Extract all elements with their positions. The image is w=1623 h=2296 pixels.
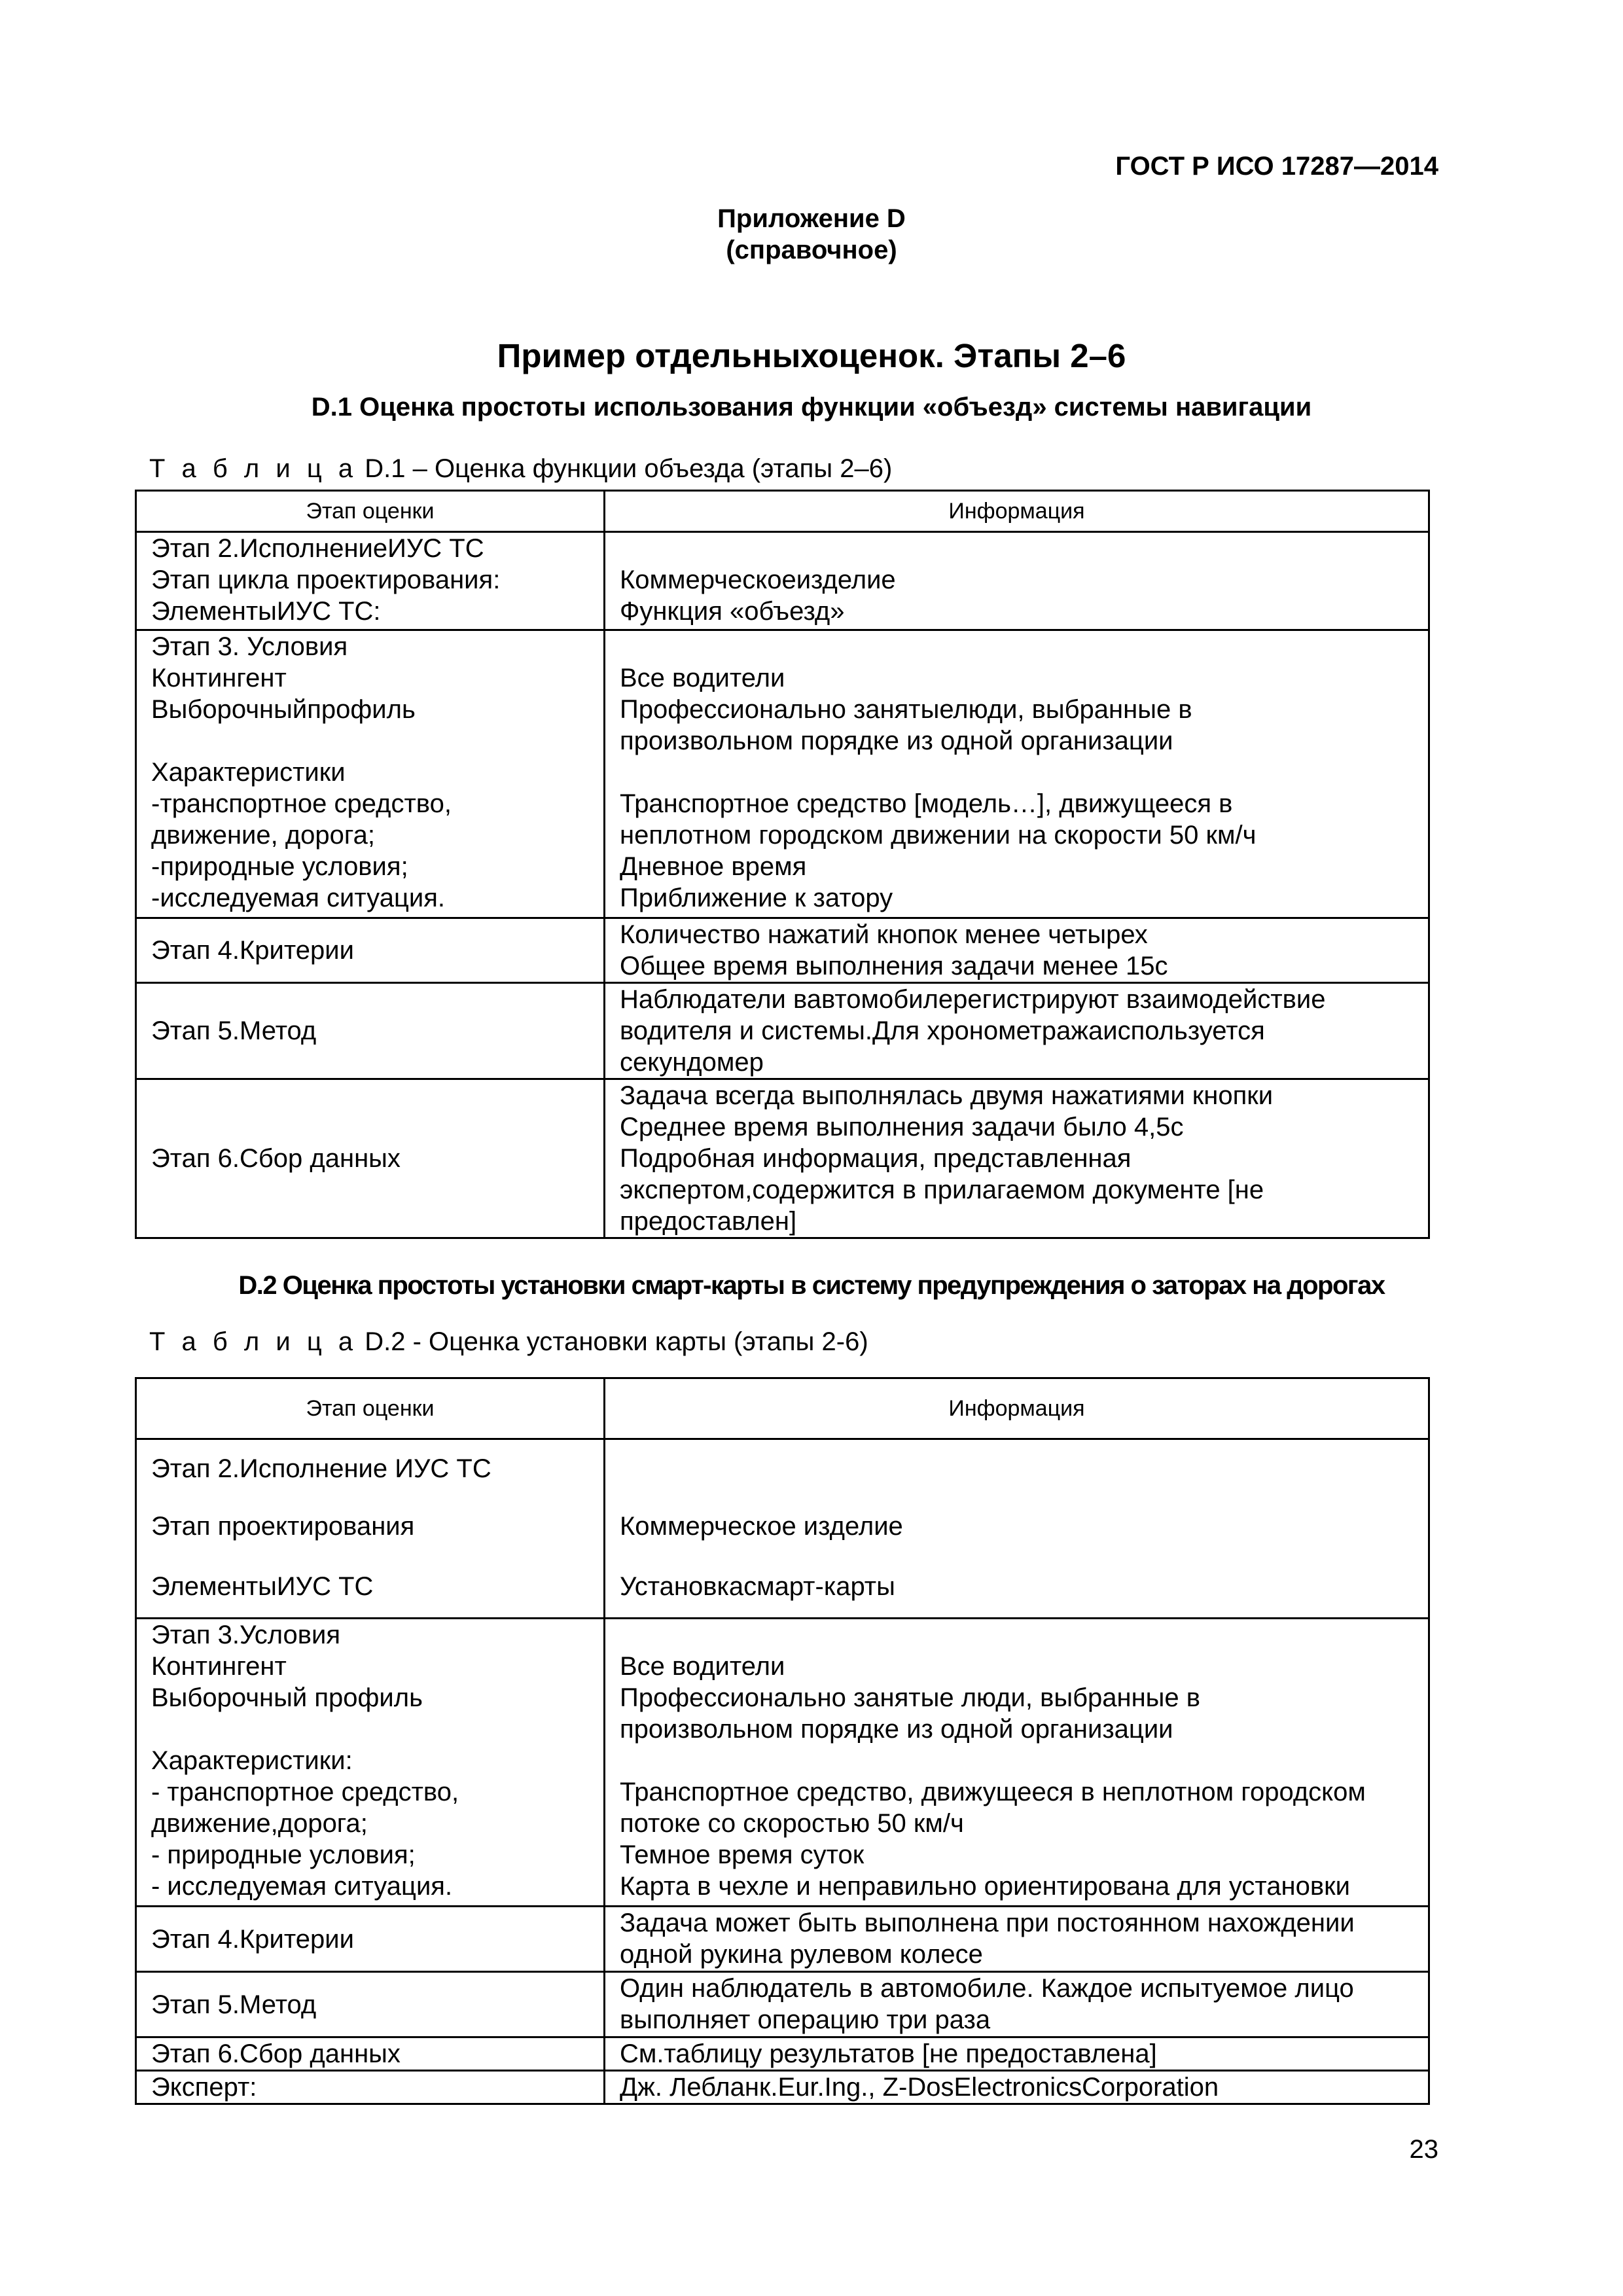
cell-line: экспертом,содержится в прилагаемом документе [не: [620, 1175, 1264, 1204]
cell-line: -транспортное средство,: [151, 789, 452, 818]
cell-line: произвольном порядке из одной организации: [620, 1715, 1173, 1744]
section-heading-d1: D.1 Оценка простоты использования функции «объезд» системы навигации: [311, 393, 1312, 422]
cell-line: ЭлементыИУС ТС:: [151, 597, 381, 626]
cell-line: движение, дорога;: [151, 821, 375, 850]
cell-line: Этап 3.Условия: [151, 1621, 341, 1649]
table-row: [136, 1439, 1429, 1619]
cell-line: -исследуемая ситуация.: [151, 884, 445, 912]
cell-line: движение,дорога;: [151, 1809, 368, 1838]
cell-line: предоставлен]: [620, 1207, 797, 1236]
table-cell-info: [605, 1439, 1429, 1619]
table-row: [136, 630, 1429, 918]
cell-line: Выборочный профиль: [151, 1683, 423, 1712]
cell-line: Транспортное средство, движущееся в неплотном городском: [620, 1778, 1366, 1806]
table2-caption-text: D.2 - Оценка установки карты (этапы 2-6): [357, 1327, 868, 1356]
table-cell-info: [605, 1619, 1429, 1907]
cell-line: водителя и системы.Для хронометражаиспользуется: [620, 1016, 1265, 1045]
table-header-row: [136, 491, 1429, 532]
table2-caption: [149, 1327, 868, 1357]
cell-line: Задача может быть выполнена при постоянном нахождении: [620, 1909, 1355, 1937]
cell-line: Этап 3. Условия: [151, 632, 348, 661]
cell-line: Дневное время: [620, 852, 807, 881]
table-cell-info: [605, 630, 1429, 918]
cell-line: Этап 2.Исполнение ИУС ТС: [151, 1454, 491, 1483]
cell-line: -природные условия;: [151, 852, 408, 881]
table-cell-stage: [136, 630, 605, 918]
cell-line: Установкасмарт-карты: [620, 1572, 895, 1601]
table-cell-stage: [136, 1619, 605, 1907]
table1-caption-prefix: Т а б л и ц а: [149, 454, 358, 483]
document-standard-number: ГОСТ Р ИСО 17287—2014: [1115, 152, 1438, 181]
cell-line: Этап 2.ИсполнениеИУС ТС: [151, 534, 484, 563]
table-cell-info: Дж. Лебланк.Eur.Ing., Z-DosElectronicsCorporation: [605, 2071, 1429, 2104]
table-cell-stage: Этап 5.Метод: [136, 983, 605, 1079]
table-cell-stage: [136, 1439, 605, 1619]
table1-caption-text: D.1 – Оценка функции объезда (этапы 2–6): [357, 454, 893, 483]
cell-line: потоке со скоростью 50 км/ч: [620, 1809, 964, 1838]
table-cell-stage: [136, 532, 605, 630]
appendix-title: Приложение D: [717, 204, 906, 233]
table-cell-stage: Эксперт:: [136, 2071, 605, 2104]
cell-line: ЭлементыИУС ТС: [151, 1572, 374, 1601]
cell-line: секундомер: [620, 1048, 764, 1077]
column-header-stage: Этап оценки: [136, 1378, 605, 1439]
cell-line: Количество нажатий кнопок менее четырех: [620, 920, 1148, 949]
table-row: [136, 1079, 1429, 1238]
table-d2: [135, 1377, 1430, 2105]
cell-line: Этап проектирования: [151, 1512, 415, 1541]
cell-line: неплотном городском движении на скорости 50 км/ч: [620, 821, 1257, 850]
cell-line: Контингент: [151, 664, 287, 692]
cell-line: выполняет операцию три раза: [620, 2005, 991, 2034]
cell-line: Карта в чехле и неправильно ориентирована для установки: [620, 1872, 1350, 1901]
section-heading-d2: D.2 Оценка простоты установки смарт-карты в систему предупреждения о заторах на дорогах: [238, 1271, 1385, 1300]
table-header-row: [136, 1378, 1429, 1439]
cell-line: Функция «объезд»: [620, 597, 845, 626]
cell-line: Все водители: [620, 664, 785, 692]
cell-line: Подробная информация, представленная: [620, 1144, 1132, 1173]
table-row: [136, 1972, 1429, 2037]
cell-line: - природные условия;: [151, 1840, 416, 1869]
table-row: [136, 2071, 1429, 2104]
column-header-info: Информация: [605, 1378, 1429, 1439]
table-row: [136, 918, 1429, 983]
table-cell-info: [605, 532, 1429, 630]
cell-line: Характеристики:: [151, 1746, 353, 1775]
table-row: [136, 2037, 1429, 2071]
table-cell-info: [605, 983, 1429, 1079]
cell-line: одной рукина рулевом колесе: [620, 1940, 983, 1969]
table-cell-info: См.таблицу результатов [не предоставлена]: [605, 2037, 1429, 2071]
cell-line: Все водители: [620, 1652, 785, 1681]
cell-line: Коммерческоеизделие: [620, 565, 896, 594]
table-cell-stage: Этап 4.Критерии: [136, 918, 605, 983]
cell-line: Наблюдатели вавтомобилерегистрируют взаимодействие: [620, 985, 1326, 1014]
cell-line: Коммерческое изделие: [620, 1512, 903, 1541]
cell-line: Среднее время выполнения задачи было 4,5с: [620, 1113, 1184, 1141]
table-cell-info: [605, 1079, 1429, 1238]
cell-line: Этап цикла проектирования:: [151, 565, 501, 594]
table-cell-stage: Этап 6.Сбор данных: [136, 2037, 605, 2071]
cell-line: Один наблюдатель в автомобиле. Каждое испытуемое лицо: [620, 1974, 1354, 2003]
cell-line: Контингент: [151, 1652, 287, 1681]
cell-line: - транспортное средство,: [151, 1778, 459, 1806]
cell-line: Транспортное средство [модель…], движущееся в: [620, 789, 1233, 818]
cell-line: - исследуемая ситуация.: [151, 1872, 453, 1901]
cell-line: произвольном порядке из одной организации: [620, 726, 1173, 755]
appendix-type: (справочное): [726, 236, 897, 264]
table-cell-info: [605, 1972, 1429, 2037]
cell-line: Профессионально занятые люди, выбранные в: [620, 1683, 1201, 1712]
cell-line: Задача всегда выполнялась двумя нажатиями кнопки: [620, 1081, 1274, 1110]
cell-line: Общее время выполнения задачи менее 15с: [620, 952, 1168, 980]
page-number: 23: [1409, 2135, 1438, 2164]
cell-line: Приближение к затору: [620, 884, 893, 912]
cell-line: Выборочныйпрофиль: [151, 695, 416, 724]
table-cell-stage: Этап 4.Критерии: [136, 1907, 605, 1972]
table-cell-info: [605, 918, 1429, 983]
column-header-stage: Этап оценки: [136, 491, 605, 532]
table2-caption-prefix: Т а б л и ц а: [149, 1327, 358, 1356]
table-row: [136, 1619, 1429, 1907]
page-title: Пример отдельныхоценок. Этапы 2–6: [497, 337, 1126, 374]
table-cell-info: [605, 1907, 1429, 1972]
table-cell-stage: Этап 5.Метод: [136, 1972, 605, 2037]
cell-line: Темное время суток: [620, 1840, 865, 1869]
column-header-info: Информация: [605, 491, 1429, 532]
cell-line: Характеристики: [151, 758, 346, 787]
table-row: [136, 1907, 1429, 1972]
table-row: [136, 532, 1429, 630]
cell-line: Профессионально занятыелюди, выбранные в: [620, 695, 1192, 724]
table-d1: [135, 490, 1430, 1239]
table-row: [136, 983, 1429, 1079]
table-cell-stage: Этап 6.Сбор данных: [136, 1079, 605, 1238]
table1-caption: [149, 454, 892, 484]
